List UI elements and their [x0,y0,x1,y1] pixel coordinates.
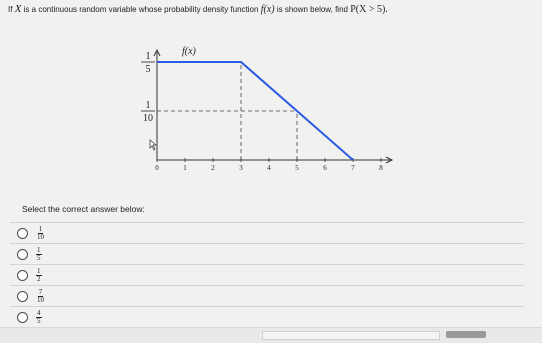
x-tick-label: 7 [351,164,355,172]
x-tick-label: 3 [239,164,243,172]
answer-option[interactable] [10,243,524,264]
answer-option[interactable] [10,222,524,243]
pdf-chart [135,38,395,178]
radio-button[interactable] [17,291,28,302]
option-fraction [36,289,45,304]
answer-option[interactable] [10,285,524,306]
x-tick-label: 6 [323,164,327,172]
x-tick-label: 0 [155,164,159,172]
pdf-graph [135,38,395,178]
y-label-numerator: 1 [145,100,151,111]
fraction-denominator: 10 [37,295,44,304]
function-label: f(x) [182,46,196,57]
x-tick-label: 5 [295,164,299,172]
fraction-denominator: 2 [37,274,41,283]
question-suffix: is shown below, find [276,5,348,14]
question-text [8,4,538,15]
option-fraction [36,310,42,325]
radio-button[interactable] [17,270,28,281]
fraction-numerator: 1 [37,245,41,254]
radio-button[interactable] [17,249,28,260]
x-tick-label: 4 [267,164,271,172]
fraction-denominator: 5 [37,316,41,325]
radio-button[interactable] [17,312,28,323]
y-label-denominator: 5 [145,64,151,75]
fraction-numerator: 7 [38,287,43,296]
submit-button[interactable] [446,331,486,338]
mouse-pointer-icon [150,140,156,150]
fraction-numerator: 1 [37,266,41,275]
variable-x: X [14,3,22,15]
radio-button[interactable] [17,228,28,239]
answer-option[interactable] [10,306,524,328]
fraction-denominator: 10 [37,232,44,241]
question-middle: is a continuous random variable whose probability density function [23,5,259,14]
question-target: P(X > 5). [350,4,388,15]
x-tick-label: 2 [211,164,215,172]
option-fraction [36,226,45,241]
option-fraction [36,268,42,283]
footer-field [262,331,440,340]
y-label-numerator: 1 [145,51,151,62]
fraction-numerator: 4 [37,308,41,317]
y-label-denominator: 10 [143,113,153,124]
answer-options [10,222,524,328]
answer-prompt: Select the correct answer below: [22,204,145,214]
fraction-numerator: 1 [38,224,43,233]
question-prefix: If [8,5,13,14]
answer-option[interactable] [10,264,524,285]
x-tick-label: 8 [379,164,383,172]
option-fraction [36,247,42,262]
function-fx: f(x) [260,4,275,15]
x-tick-label: 1 [183,164,187,172]
fraction-denominator: 5 [37,253,41,262]
